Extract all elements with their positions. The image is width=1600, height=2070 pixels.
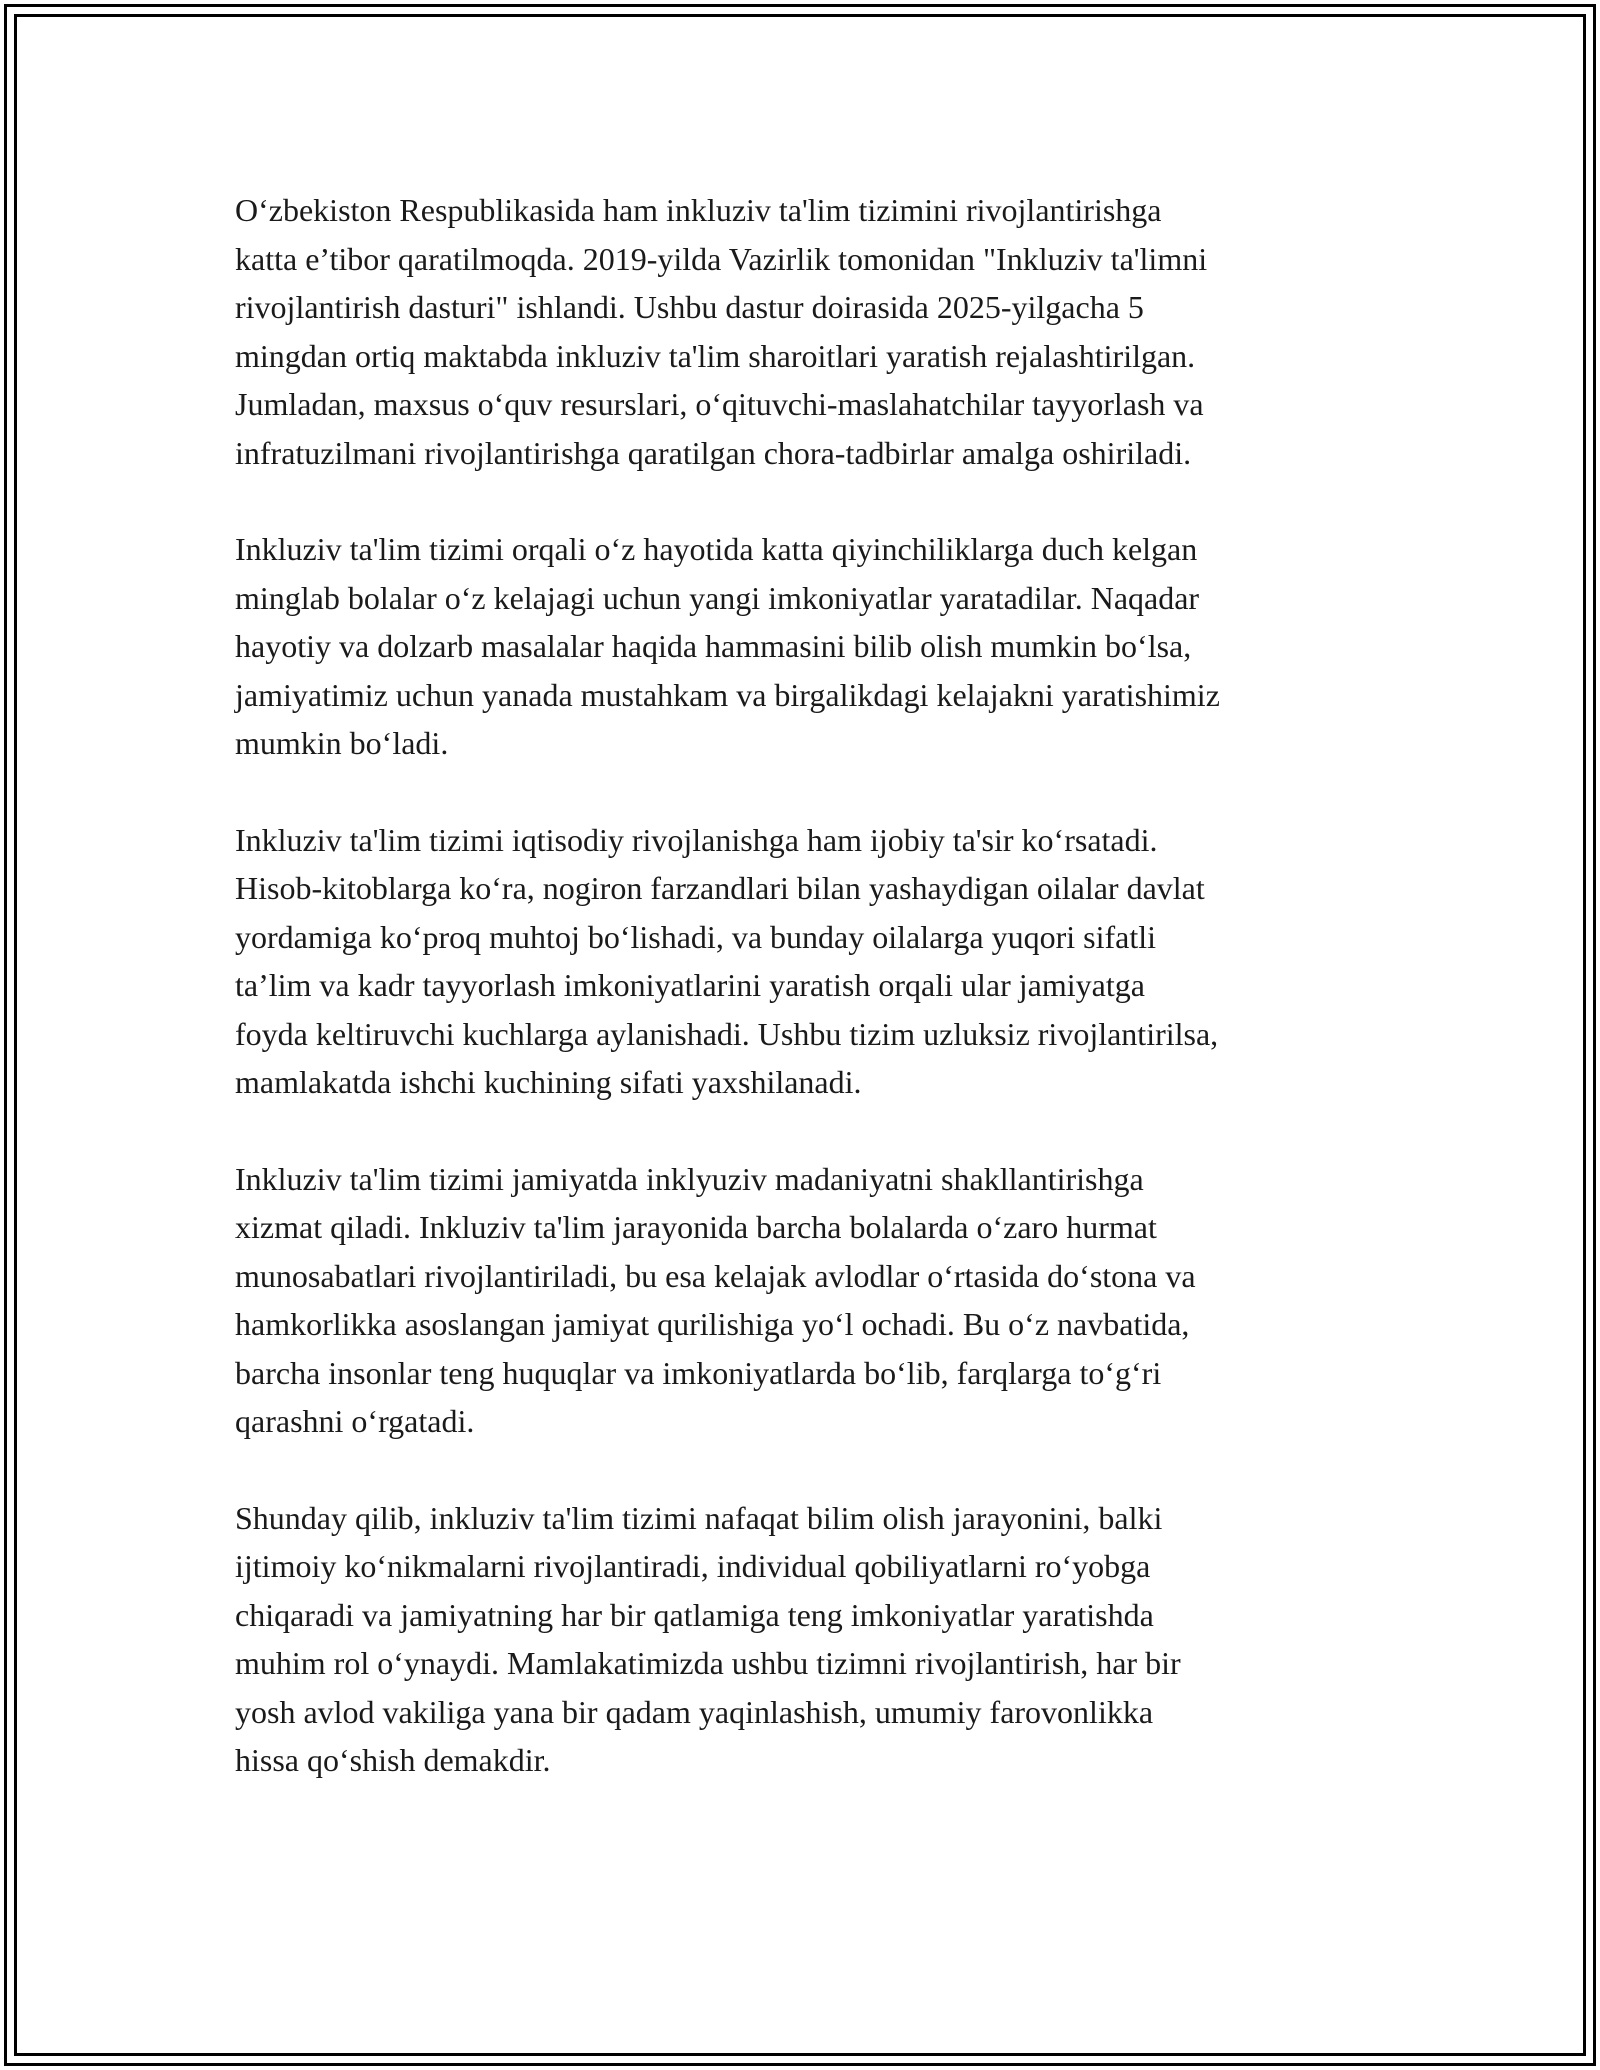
text-line: Inkluziv ta'lim tizimi jamiyatda inklyuziv madaniyatni shakllantirishga xyxy=(235,1160,1144,1197)
text-line: Inkluziv ta'lim tizimi iqtisodiy rivojlanishga ham ijobiy ta'sir ko‘rsatadi. xyxy=(235,821,1158,858)
paragraph-2 xyxy=(235,525,1375,768)
text-line: yordamiga ko‘proq muhtoj bo‘lishadi, va bunday oilalarga yuqori sifatli xyxy=(235,918,1156,955)
text-line: hayotiy va dolzarb masalalar haqida hammasini bilib olish mumkin bo‘lsa, xyxy=(235,628,1192,664)
text-line: mumkin bo‘ladi. xyxy=(235,725,449,761)
text-line: foyda keltiruvchi kuchlarga aylanishadi. Ushbu tizim uzluksiz rivojlantirilsa, xyxy=(235,1015,1219,1052)
text-line: ta’lim va kadr tayyorlash imkoniyatlarini yaratish orqali ular jamiyatga xyxy=(235,967,1145,1003)
text-line: munosabatlari rivojlantiriladi, bu esa kelajak avlodlar o‘rtasida do‘stona va xyxy=(235,1257,1196,1294)
paragraph-5 xyxy=(235,1494,1375,1785)
text-line: muhim rol o‘ynaydi. Mamlakatimizda ushbu tizimni rivojlantirish, har bir xyxy=(235,1645,1181,1681)
paragraph-3 xyxy=(235,816,1375,1107)
text-line: Shunday qilib, inkluziv ta'lim tizimi nafaqat bilim olish jarayonini, balki xyxy=(235,1499,1163,1536)
text-line: chiqaradi va jamiyatning har bir qatlamiga teng imkoniyatlar yaratishda xyxy=(235,1596,1154,1633)
text-line: jamiyatimiz uchun yanada mustahkam va birgalikdagi kelajakni yaratishimiz xyxy=(235,676,1220,713)
text-line: rivojlantirish dasturi" ishlandi. Ushbu dastur doirasida 2025-yilgacha 5 xyxy=(235,289,1144,325)
text-line: qarashni o‘rgatadi. xyxy=(235,1403,475,1439)
text-line: O‘zbekiston Respublikasida ham inkluziv ta'lim tizimini rivojlantirishga xyxy=(235,192,1162,228)
text-line: Jumladan, maxsus o‘quv resurslari, o‘qituvchi-maslahatchilar tayyorlash va xyxy=(235,386,1204,422)
text-line: mingdan ortiq maktabda inkluziv ta'lim sharoitlari yaratish rejalashtirilgan. xyxy=(235,337,1196,374)
text-line: hissa qo‘shish demakdir. xyxy=(235,1742,551,1778)
text-line: Inkluziv ta'lim tizimi orqali o‘z hayotida katta qiyinchiliklarga duch kelgan xyxy=(235,531,1198,567)
text-line: xizmat qiladi. Inkluziv ta'lim jarayonida barcha bolalarda o‘zaro hurmat xyxy=(235,1209,1157,1245)
text-line: ijtimoiy ko‘nikmalarni rivojlantiradi, individual qobiliyatlarni ro‘yobga xyxy=(235,1548,1151,1584)
paragraph-1 xyxy=(235,186,1375,477)
text-line: minglab bolalar o‘z kelajagi uchun yangi imkoniyatlar yaratadilar. Naqadar xyxy=(235,579,1200,616)
paragraph-4 xyxy=(235,1155,1375,1446)
text-line: hamkorlikka asoslangan jamiyat qurilishiga yo‘l ochadi. Bu o‘z navbatida, xyxy=(235,1306,1190,1342)
text-line: infratuzilmani rivojlantirishga qaratilgan chora-tadbirlar amalga oshiriladi. xyxy=(235,434,1192,471)
text-line: yosh avlod vakiliga yana bir qadam yaqinlashish, umumiy farovonlikka xyxy=(235,1693,1154,1730)
text-line: barcha insonlar teng huquqlar va imkoniyatlarda bo‘lib, farqlarga to‘g‘ri xyxy=(235,1354,1162,1391)
text-line: mamlakatda ishchi kuchining sifati yaxshilanadi. xyxy=(235,1064,862,1100)
document-body xyxy=(235,186,1375,1833)
text-line: katta e’tibor qaratilmoqda. 2019-yilda Vazirlik tomonidan "Inkluziv ta'limni xyxy=(235,240,1208,277)
text-line: Hisob-kitoblarga ko‘ra, nogiron farzandlari bilan yashaydigan oilalar davlat xyxy=(235,870,1205,906)
